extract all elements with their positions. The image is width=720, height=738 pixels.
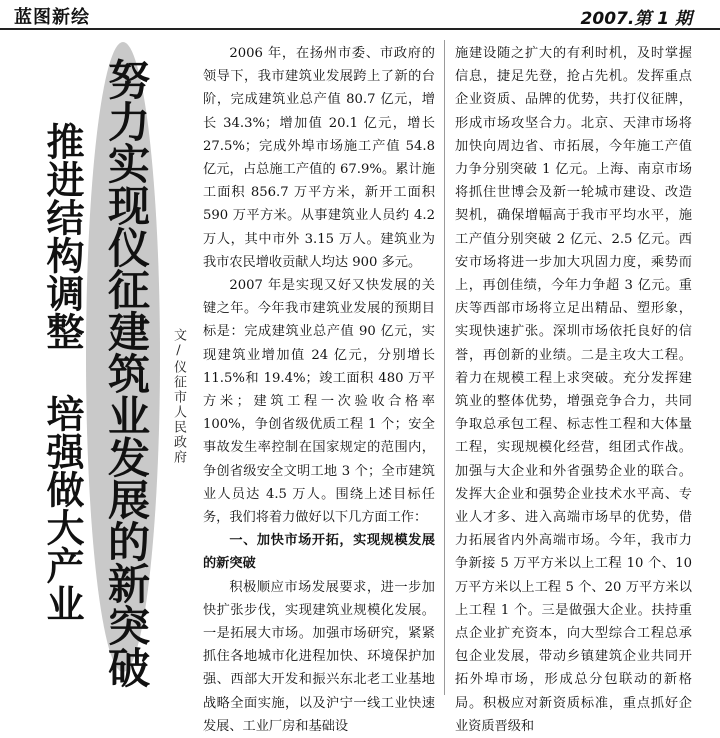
page-header [0,0,720,30]
section-name: 蓝图新绘 [14,7,90,28]
section-heading: 一、加快市场开拓，实现规模发展的新突破 [203,533,435,572]
text-column-1 [203,42,435,734]
issue-number: 2007.第 1 期 [580,9,692,29]
article-byline: 文/仪征市人民政府 [171,328,186,465]
paragraph: 施建设随之扩大的有利时机，及时掌握信息，捷足先登，抢占先机。发挥重点企业资质、品牌的优势，共打仪征牌，形成市场攻坚合力。北京、天津市场将加快向周边省、市拓展，今年施工产值力争分别突破 1 亿元。上海、南京市场将抓住世博会及新一轮城市建设、改造契机，确保增幅高于我市平均水平，施工产值分别突破 2 亿元、2.5 亿元。西安市场将进一步加大巩固力度，乘势而上，再创佳绩，今年力争超 3 亿元。重庆等西部市场将立足出精品、塑形象，实现快速扩张。深圳市场依托良好的信誉，再创新的业绩。二是主攻大工程。着力在规模工程上求突破。充分发挥建筑业的整体优势，增强竞争合力，共同争取总承包工程、标志性工程和大体量工程，实现规模化经营，组团式作战。加强与大企业和外省强势企业的联合。发挥大企业和强势企业技术水平高、专业人才多、进入高端市场早的优势，借力拓展省内外高端市场。今年，我市力争新接 5 万平方米以上工程 10 个、10 万平方米以上工程 5 个、20 万平方米以上工程 1 个。三是做强大企业。扶持重点企业扩充资本，向大型综合工程总承包企业发展，带动乡镇建筑企业共同开拓外埠市场，形成总分包联动的新格局。积极应对新资质标准，重点抓好企业资质晋级和 [455,46,692,734]
text-column-2 [455,42,692,734]
paragraph: 2006 年，在扬州市委、市政府的领导下，我市建筑业发展跨上了新的台阶，完成建筑业总产值 80.7 亿元，增长 34.3%；增加值 20.1 亿元，增长 27.5%；完成外埠市场施工产值 54.8 亿元，占总施工产值的 67.9%。累计施工面积 856.7 万平方米，新开工面积 590 万平方米。从事建筑业人员约 4.2 万人，其中市外 3.15 万人。建筑业为我市农民增收贡献人均达 900 多元。 [203,46,435,270]
article-title: 努力实现仪征建筑业发展的新突破 [102,58,151,688]
column-divider [444,40,445,695]
paragraph: 2007 年是实现又好又快发展的关键之年。今年我市建筑业发展的预期目标是：完成建筑业总产值 90 亿元，实现建筑业增加值 24 亿元，分别增长 11.5%和 19.4%；竣工面积 480 万平方米；建筑工程一次验收合格率 100%，争创省级优质工程 1 个；安全事故发生率控制在国家规定的范围内，争创省级安全文明工地 3 个；全市建筑业人员达 4.5 万人。围绕上述目标任务，我们将着力做好以下几方面工作： [203,278,435,526]
article-subtitle: 推进结构调整 培强做大产业 [40,122,84,622]
paragraph: 积极顺应市场发展要求，进一步加快扩张步伐，实现建筑业规模化发展。一是拓展大市场。加强市场研究，紧紧抓住各地城市化进程加快、环境保护加强、西部大开发和振兴东北老工业基地战略全面实施，以及沪宁一线工业快速发展、工业厂房和基础设 [203,579,435,734]
